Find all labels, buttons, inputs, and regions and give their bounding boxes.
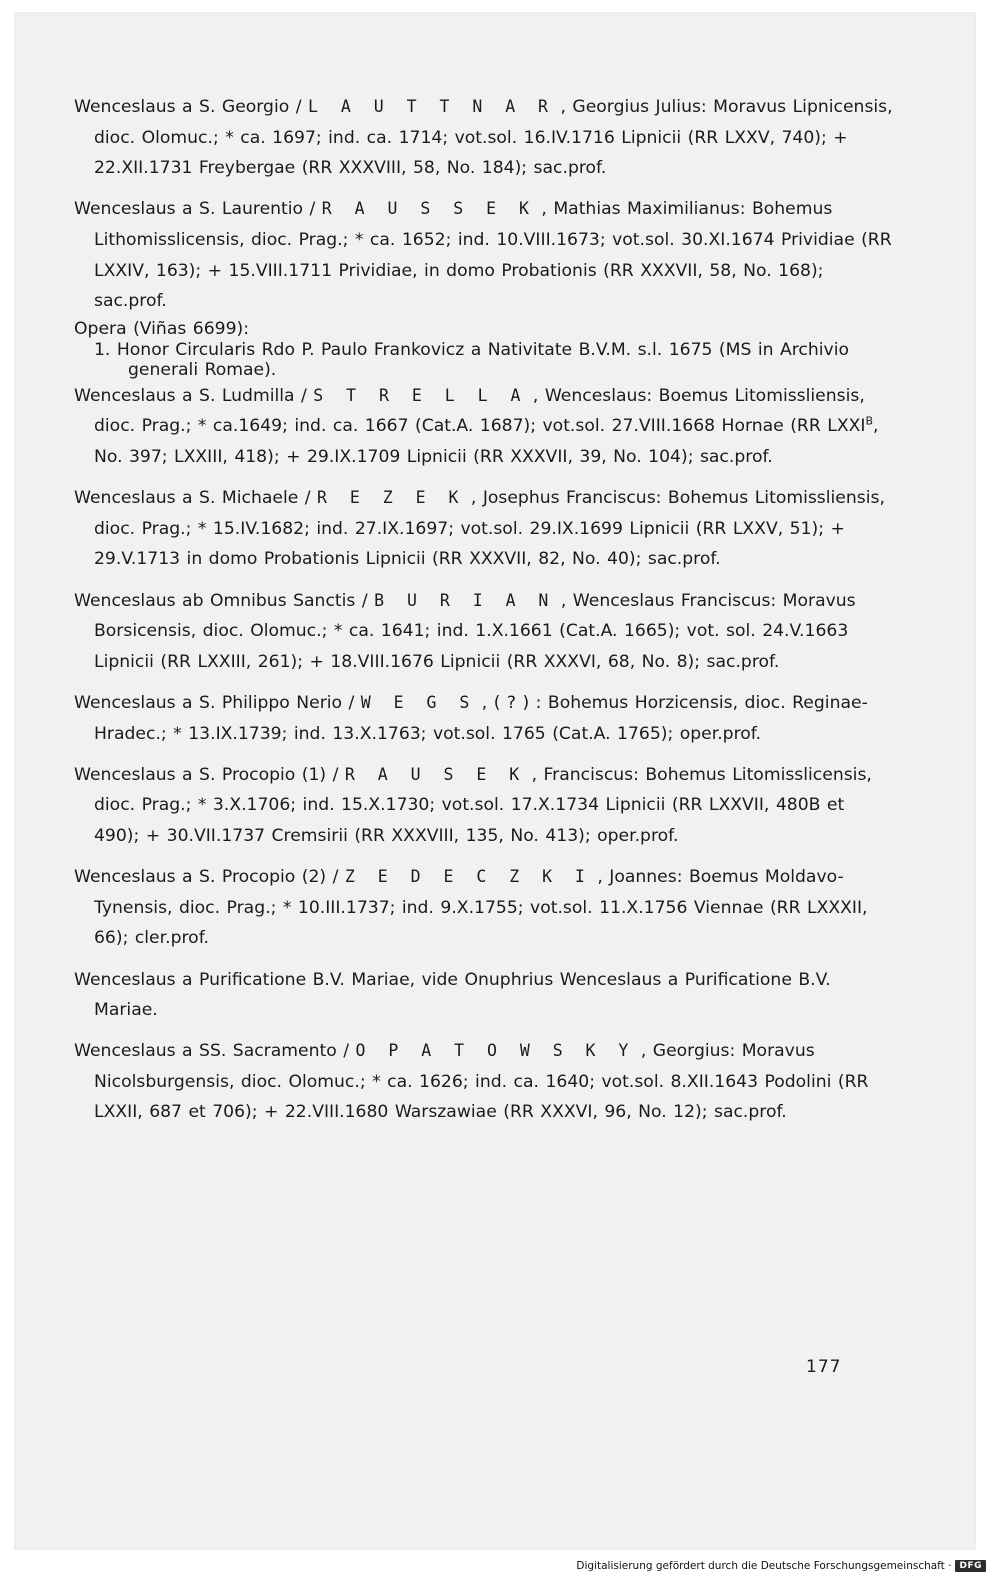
entry-text: Wenceslaus: Boemus Litomissliensis, dioc. Prag.; * ca.1649; ind. ca. 1667 (Cat.A. 1687); vot.sol. 27.VIII.1668 Hornae (RR LXXI [94,385,866,437]
entry-text: Georgius: Moravus Nicolsburgensis, dioc. Olomuc.; * ca. 1626; ind. ca. 1640; vot.sol. 8.XII.1643 Podolini (RR LXXII, 687 et 706); + 22.VIII.1680 Warszawiae (RR XXXVI, 96, No. 12); sac.prof. [94,1041,869,1123]
entry-zedeczki: Wenceslaus a S. Procopio (2) / Z E D E C Z K I , Joannes: Boemus Moldavo-Tynensis, dioc. Prag.; * 10.III.1737; ind. 9.X.1755; vot.sol. 11.X.1756 Viennae (RR LXXXII, 66); cler.prof. [74,867,868,949]
entry-surname: R E Z E K [317,488,465,508]
entry-name: Wenceslaus a SS. Sacramento [74,1041,337,1062]
page-text [74,92,894,1139]
entry-raussek: Wenceslaus a S. Laurentio / R A U S S E K , Mathias Maximilianus: Bohemus Lithomisslicensis, dioc. Prag.; * ca. 1652; ind. 10.VIII.1673; vot.sol. 30.XI.1674 Prividiae (RR LXXIV, 163); + 15.VIII.1711 Prividiae, in domo Probationis (RR XXXVII, 58, No. 168); sac.prof. [74,199,892,312]
entry-name: Wenceslaus a S. Procopio (2) [74,867,327,888]
entry-name: Wenceslaus ab Omnibus Sanctis [74,590,356,611]
digitization-footer [576,1560,986,1572]
opera-title: Opera (Viñas 6699): [74,319,250,340]
entry-surname: W E G S [360,692,476,712]
entry-text: Georgius Julius: Moravus Lipnicensis, dioc. Olomuc.; * ca. 1697; ind. ca. 1714; vot.sol. 16.IV.1716 Lipnicii (RR LXXV, 740); + 22.XII.1731 Freybergae (RR XXXVIII, 58, No. 184); sac.prof. [94,97,893,179]
entry-text: Wenceslaus Franciscus: Moravus Borsicensis, dioc. Olomuc.; * ca. 1641; ind. 1.X.1661 (Cat.A. 1665); vot. sol. 24.V.1663 Lipnicii (RR LXXIII, 261); + 18.VIII.1676 Lipnicii (RR XXXVI, 68, No. 8); sac.prof. [94,590,856,672]
entry-rausek: Wenceslaus a S. Procopio (1) / R A U S E K , Franciscus: Bohemus Litomisslicensis, dioc. Prag.; * 3.X.1706; ind. 15.X.1730; vot.sol. 17.X.1734 Lipnicii (RR LXXVII, 480B et 490); + 30.VII.1737 Cremsirii (RR XXXVIII, 135, No. 413); oper.prof. [74,764,872,846]
entry-wegs: Wenceslaus a S. Philippo Nerio / W E G S , ( ? ) : Bohemus Horzicensis, dioc. Reginae-Hradec.; * 13.IX.1739; ind. 13.X.1763; vot.sol. 1765 (Cat.A. 1765); oper.prof. [74,692,868,744]
entry-name: Wenceslaus a S. Philippo Nerio [74,692,343,713]
entry-surname: O P A T O W S K Y [355,1041,635,1061]
entry-text: Josephus Franciscus: Bohemus Litomissliensis, dioc. Prag.; * 15.IV.1682; ind. 27.IX.1697; vot.sol. 29.IX.1699 Lipnicii (RR LXXV, 51); + 29.V.1713 in domo Probationis Lipnicii (RR XXXVII, 82, No. 40); sac.prof. [94,488,885,570]
page-number: 177 [806,1357,842,1377]
entry-name: Wenceslaus a S. Laurentio [74,199,304,220]
opera-item: 1. Honor Circularis Rdo P. Paulo Frankovicz a Nativitate B.V.M. s.l. 1675 (MS in Archivio generali Romae). [94,339,849,381]
entry-surname: Z E D E C Z K I [344,867,591,887]
entry-surname: L A U T T N A R [307,97,554,116]
entry-burian: Wenceslaus ab Omnibus Sanctis / B U R I A N , Wenceslaus Franciscus: Moravus Borsicensis, dioc. Olomuc.; * ca. 1641; ind. 1.X.1661 (Cat.A. 1665); vot. sol. 24.V.1663 Lipnicii (RR LXXIII, 261); + 18.VIII.1676 Lipnicii (RR XXXVI, 68, No. 8); sac.prof. [74,590,856,672]
entry-strella: Wenceslaus a S. Ludmilla / S T R E L L A , Wenceslaus: Boemus Litomissliensis, dioc. Prag.; * ca.1649; ind. ca. 1667 (Cat.A. 1687); vot.sol. 27.VIII.1668 Hornae (RR $LXXI^B$, No. 397; LXXIII, 418); + 29.IX.1709 Lipnicii (RR XXXVII, 39, No. 104); sac.prof. [74,385,879,468]
entry-lauttnar: Wenceslaus a S. Georgio / L A U T T N A R , Georgius Julius: Moravus Lipnicensis, dioc. Olomuc.; * ca. 1697; ind. ca. 1714; vot.sol. 16.IV.1716 Lipnicii (RR LXXV, 740); + 22.XII.1731 Freybergae (RR XXXVIII, 58, No. 184); sac.prof. [74,97,893,179]
entry-text: Wenceslaus a Purificatione B.V. Mariae, vide Onuphrius Wenceslaus a Purificatione B.V. Mariae. [74,969,831,1021]
entry-surname: B U R I A N [374,590,555,610]
entry-surname: R A U S S E K [321,199,535,219]
entry-text: ( ? ) : Bohemus Horzicensis, dioc. Reginae-Hradec.; * 13.IX.1739; ind. 13.X.1763; vot.sol. 1765 (Cat.A. 1765); oper.prof. [94,692,868,744]
entry-text: Joannes: Boemus Moldavo-Tynensis, dioc. Prag.; * 10.III.1737; ind. 9.X.1755; vot.sol. 11.X.1756 Viennae (RR LXXXII, 66); cler.prof. [94,867,868,949]
entry-name: Wenceslaus a S. Georgio [74,97,290,117]
footer-text: Digitalisierung gefördert durch die Deutsche Forschungsgemeinschaft · [576,1560,952,1572]
entry-rezek: Wenceslaus a S. Michaele / R E Z E K , Josephus Franciscus: Bohemus Litomissliensis, dioc. Prag.; * 15.IV.1682; ind. 27.IX.1697; vot.sol. 29.IX.1699 Lipnicii (RR LXXV, 51); + 29.V.1713 in domo Probationis Lipnicii (RR XXXVII, 82, No. 40); sac.prof. [74,488,885,570]
entry-name: Wenceslaus a S. Ludmilla [74,385,295,406]
entry-text-cont: , No. 397; LXXIII, 418); + 29.IX.1709 Lipnicii (RR XXXVII, 39, No. 104); sac.prof. [94,416,879,468]
entry-purificatione [74,965,894,1026]
superscript: B [865,414,873,428]
entry-opatowsky: Wenceslaus a SS. Sacramento / O P A T O W S K Y , Georgius: Moravus Nicolsburgensis, dioc. Olomuc.; * ca. 1626; ind. ca. 1640; vot.sol. 8.XII.1643 Podolini (RR LXXII, 687 et 706); + 22.VIII.1680 Warszawiae (RR XXXVI, 96, No. 12); sac.prof. [74,1041,869,1123]
entry-surname: R A U S E K [344,764,526,784]
entry-name: Wenceslaus a S. Michaele [74,488,299,509]
entry-text: Mathias Maximilianus: Bohemus Lithomisslicensis, dioc. Prag.; * ca. 1652; ind. 10.VIII.1673; vot.sol. 30.XI.1674 Prividiae (RR LXXIV, 163); + 15.VIII.1711 Prividiae, in domo Probationis (RR XXXVII, 58, No. 168); sac.prof. [94,199,892,312]
opera-block [74,319,894,381]
entry-surname: S T R E L L A [313,385,527,405]
entry-text: Franciscus: Bohemus Litomisslicensis, dioc. Prag.; * 3.X.1706; ind. 15.X.1730; vot.sol. 17.X.1734 Lipnicii (RR LXXVII, 480B et 490); + 30.VII.1737 Cremsirii (RR XXXVIII, 135, No. 413); oper.prof. [94,764,872,846]
entry-name: Wenceslaus a S. Procopio (1) [74,764,327,785]
dfg-logo-icon: DFG [955,1560,986,1572]
